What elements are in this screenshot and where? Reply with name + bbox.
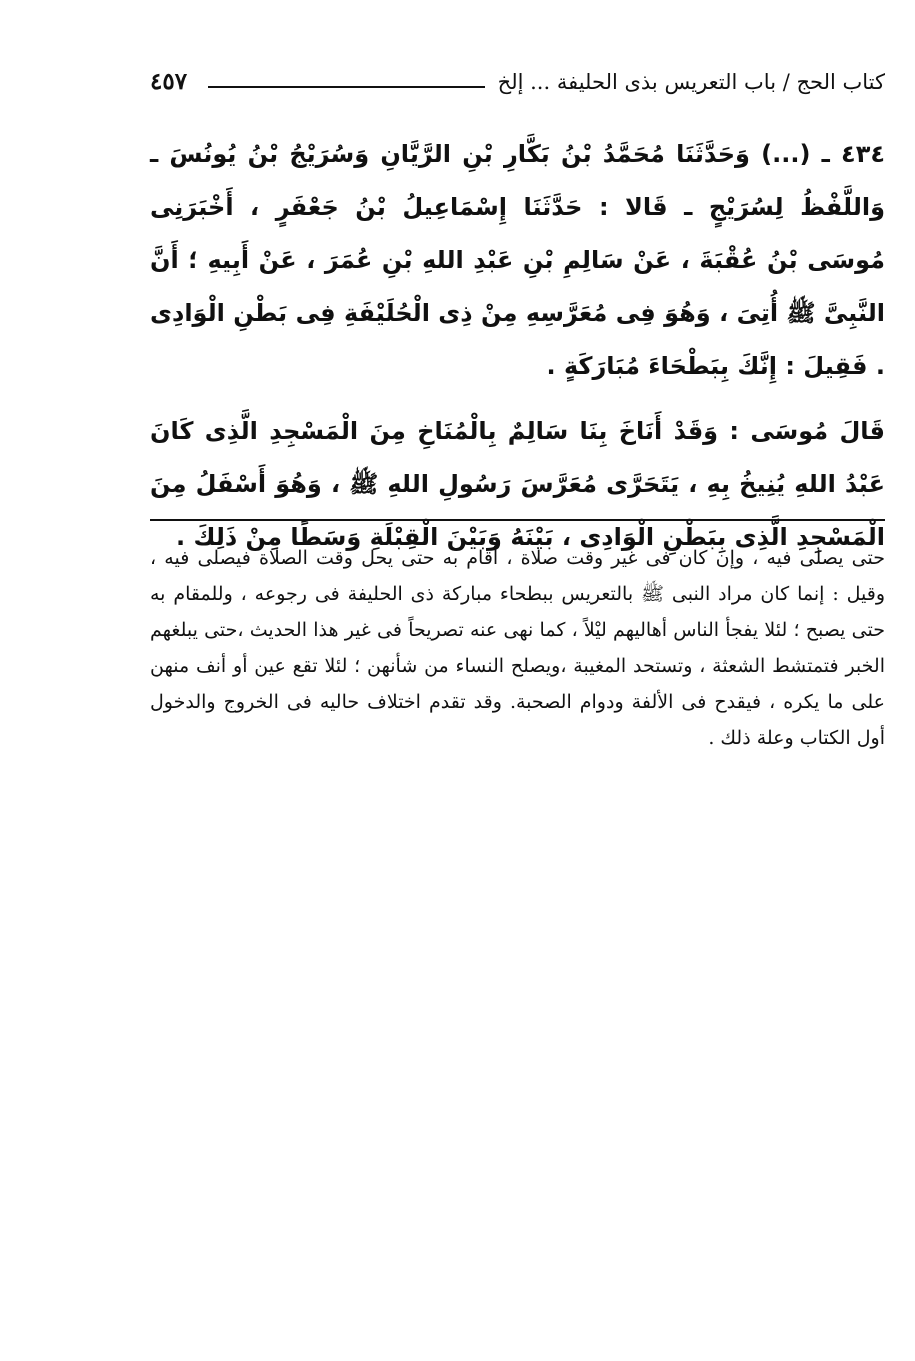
footnote-divider xyxy=(150,519,885,521)
hadith-paragraph-1: ٤٣٤ ـ (...) وَحَدَّثَنَا مُحَمَّدُ بْنُ بَكَّارِ بْنِ الرَّيَّانِ وَسُرَيْجُ بْنُ يُونُسَ ـ وَاللَّفْظُ لِسُرَيْجٍ ـ قَالا : حَدَّثَنَا إِسْمَاعِيلُ بْنُ جَعْفَرٍ ، أَخْبَرَنِى مُوسَى بْنُ عُقْبَةَ ، عَنْ سَالِمِ بْنِ عَبْدِ اللهِ بْنِ عُمَرَ ، عَنْ أَبِيهِ ؛ أَنَّ النَّبِىَّ ﷺ أُتِىَ ، وَهُوَ فِى مُعَرَّسِهِ مِنْ ذِى الْحُلَيْفَةِ فِى بَطْنِ الْوَادِى . فَقِيلَ : إِنَّكَ بِبَطْحَاءَ مُبَارَكَةٍ . xyxy=(150,140,885,380)
hadith-paragraph-2: قَالَ مُوسَى : وَقَدْ أَنَاخَ بِنَا سَالِمٌ بِالْمُنَاخِ مِنَ الْمَسْجِدِ الَّذِى كَانَ عَبْدُ اللهِ يُنِيخُ بِهِ ، يَتَحَرَّى مُعَرَّسَ رَسُولِ اللهِ ﷺ ، وَهُوَ أَسْفَلُ مِنَ الْمَسْجِدِ الَّذِى بِبَطْنِ الْوَادِى ، بَيْنَهُ وَبَيْنَ الْقِبْلَةِ وَسَطًا مِنْ ذَلِكَ . xyxy=(150,417,885,551)
hadith-text xyxy=(150,128,885,564)
footnote-text: حتى يصلى فيه ، وإن كان فى غير وقت صلاة ، أقام به حتى يحل وقت الصلاة فيصلى فيه ، وقيل : إنما كان مراد النبى ﷺ بالتعريس ببطحاء مباركة ذى الحليفة فى رجوعه ، وللمقام به حتى يصبح ؛ لئلا يفجأ الناس أهاليهم ليْلاً ، كما نهى عنه تصريحاً فى غير هذا الحديث ،حتى يبلغهم الخبر فتمتشط الشعثة ، وتستحد المغيبة ،ويصلح النساء من شأنهن ؛ لئلا تقع عين أو أنف منهن على ما يكره ، فيقدح فى الألفة ودوام الصحبة. وقد تقدم اختلاف حاليه فى الخروج والدخول أول الكتاب وعلة ذلك . xyxy=(150,547,885,749)
header-rule xyxy=(208,86,485,88)
page-header xyxy=(150,66,885,106)
running-title: كتاب الحج / باب التعريس بذى الحليفة ... إلخ xyxy=(497,70,885,94)
page-number: ٤٥٧ xyxy=(150,68,188,95)
footnote xyxy=(150,540,885,756)
